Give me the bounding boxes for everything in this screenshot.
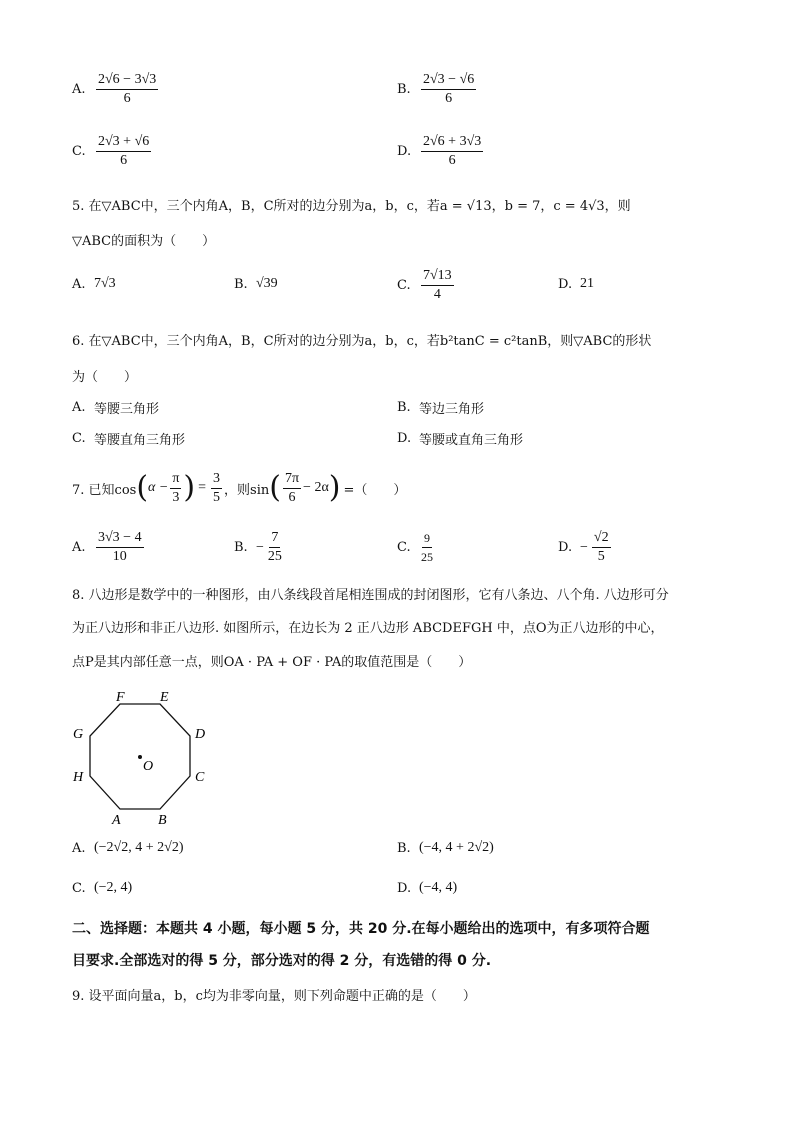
q4-option-a-fraction: $\frac{2√6 - 3√3}{6}$ — [98, 72, 157, 106]
q6-option-b[interactable]: B. 等边三角形 — [397, 400, 485, 417]
section-2-heading-line-2: 目要求.全部选对的得 5 分，部分选对的得 2 分，有选错的得 0 分. — [72, 953, 492, 969]
section-2-heading-line-1: 二、选择题：本题共 4 小题，每小题 5 分，共 20 分.在每小题给出的选项中，有多项符合题 — [72, 921, 650, 937]
q7-option-b[interactable]: B. − $\frac{7}{25}$ — [234, 530, 282, 564]
q9-stem: 9. 设平面向量a，b，c均为非零向量，则下列命题中正确的是（ ） — [72, 989, 476, 1004]
center-label-o: O — [143, 759, 154, 774]
center-point — [138, 755, 142, 759]
q8-options-row-1 — [0, 840, 794, 870]
vertex-label-h: H — [73, 770, 84, 785]
q4-options-row-2 — [0, 134, 794, 168]
vertex-label-b: B — [158, 813, 167, 828]
vertex-label-e: E — [160, 690, 169, 705]
q8-options-row-2 — [0, 880, 794, 910]
q6-options-row-1 — [0, 398, 794, 428]
octagon-figure — [68, 686, 218, 828]
vertex-label-a: A — [112, 813, 121, 828]
q4-options-row-1 — [0, 72, 794, 106]
q6-stem-line-1: 6. 在▽ABC中，三个内角A，B，C所对的边分别为a，b，c，若b²tanC = c²tanB，则▽ABC的形状 — [72, 334, 652, 349]
q7-stem: 7. 已知cos ( α − $\frac{\pi}{3}$ ) = $\frac{3}{5}$ ，则sin ( $\frac{7\pi}{6}$ − 2α ) =（ ） — [72, 470, 407, 505]
q6-option-a[interactable]: A. 等腰三角形 — [72, 400, 160, 417]
q6-stem-line-2: 为（ ） — [72, 370, 138, 385]
vertex-label-g: G — [73, 727, 84, 742]
q4-option-b-fraction: $\frac{2√3 - √6}{6}$ — [423, 72, 475, 106]
vertex-label-f: F — [116, 690, 125, 705]
q5-option-b[interactable]: B. √39 — [234, 276, 278, 292]
q8-option-a[interactable]: A. (−2√2, 4 + 2√2) — [72, 840, 184, 856]
q5-option-d[interactable]: D. 21 — [558, 276, 594, 292]
q8-stem-line-1: 8. 八边形是数学中的一种图形，由八条线段首尾相连围成的封闭图形，它有八条边、八个角. 八边形可分 — [72, 588, 669, 603]
q8-option-b[interactable]: B. (−4, 4 + 2√2) — [397, 840, 494, 856]
q5-option-c[interactable]: C. $\frac{7√13}{4}$ — [397, 268, 452, 302]
q7-option-c[interactable]: C. $\frac{9}{25}$ — [397, 531, 433, 564]
q4-option-d-fraction: $\frac{2√6 + 3√3}{6}$ — [423, 134, 482, 168]
q5-stem-line-2: ▽ABC的面积为（ ） — [72, 234, 216, 249]
q4-option-c[interactable]: C. $\frac{2√3 + √6}{6}$ — [72, 134, 150, 168]
q4-option-a[interactable]: A. $\frac{2√6 - 3√3}{6}$ — [72, 72, 157, 106]
q5-option-a[interactable]: A. 7√3 — [72, 276, 116, 292]
q8-option-c[interactable]: C. (−2, 4) — [72, 880, 133, 896]
vertex-label-c: C — [195, 770, 205, 785]
q8-option-d[interactable]: D. (−4, 4) — [397, 880, 458, 896]
q7-option-a[interactable]: A. $\frac{3√3 - 4}{10}$ — [72, 530, 142, 564]
q5-options-row — [0, 268, 794, 302]
q6-option-d[interactable]: D. 等腰或直角三角形 — [397, 431, 524, 448]
q4-option-c-fraction: $\frac{2√3 + √6}{6}$ — [98, 134, 150, 168]
q4-option-d[interactable]: D. $\frac{2√6 + 3√3}{6}$ — [397, 134, 482, 168]
q4-option-b[interactable]: B. $\frac{2√3 - √6}{6}$ — [397, 72, 475, 106]
q8-stem-line-2: 为正八边形和非正八边形. 如图所示，在边长为 2 正八边形 ABCDEFGH 中，点O为正八边形的中心， — [72, 621, 664, 636]
vertex-label-d: D — [195, 727, 206, 742]
q6-options-row-2 — [0, 429, 794, 459]
q7-options-row — [0, 530, 794, 564]
q6-option-c[interactable]: C. 等腰直角三角形 — [72, 431, 186, 448]
q8-stem-line-3: 点P是其内部任意一点，则OA · PA + OF · PA的取值范围是（ ） — [72, 655, 472, 670]
q5-stem-line-1: 5. 在▽ABC中，三个内角A，B，C所对的边分别为a，b，c，若a = √13，b = 7，c = 4√3，则 — [72, 199, 631, 214]
q7-option-d[interactable]: D. − $\frac{√2}{5}$ — [558, 530, 609, 564]
